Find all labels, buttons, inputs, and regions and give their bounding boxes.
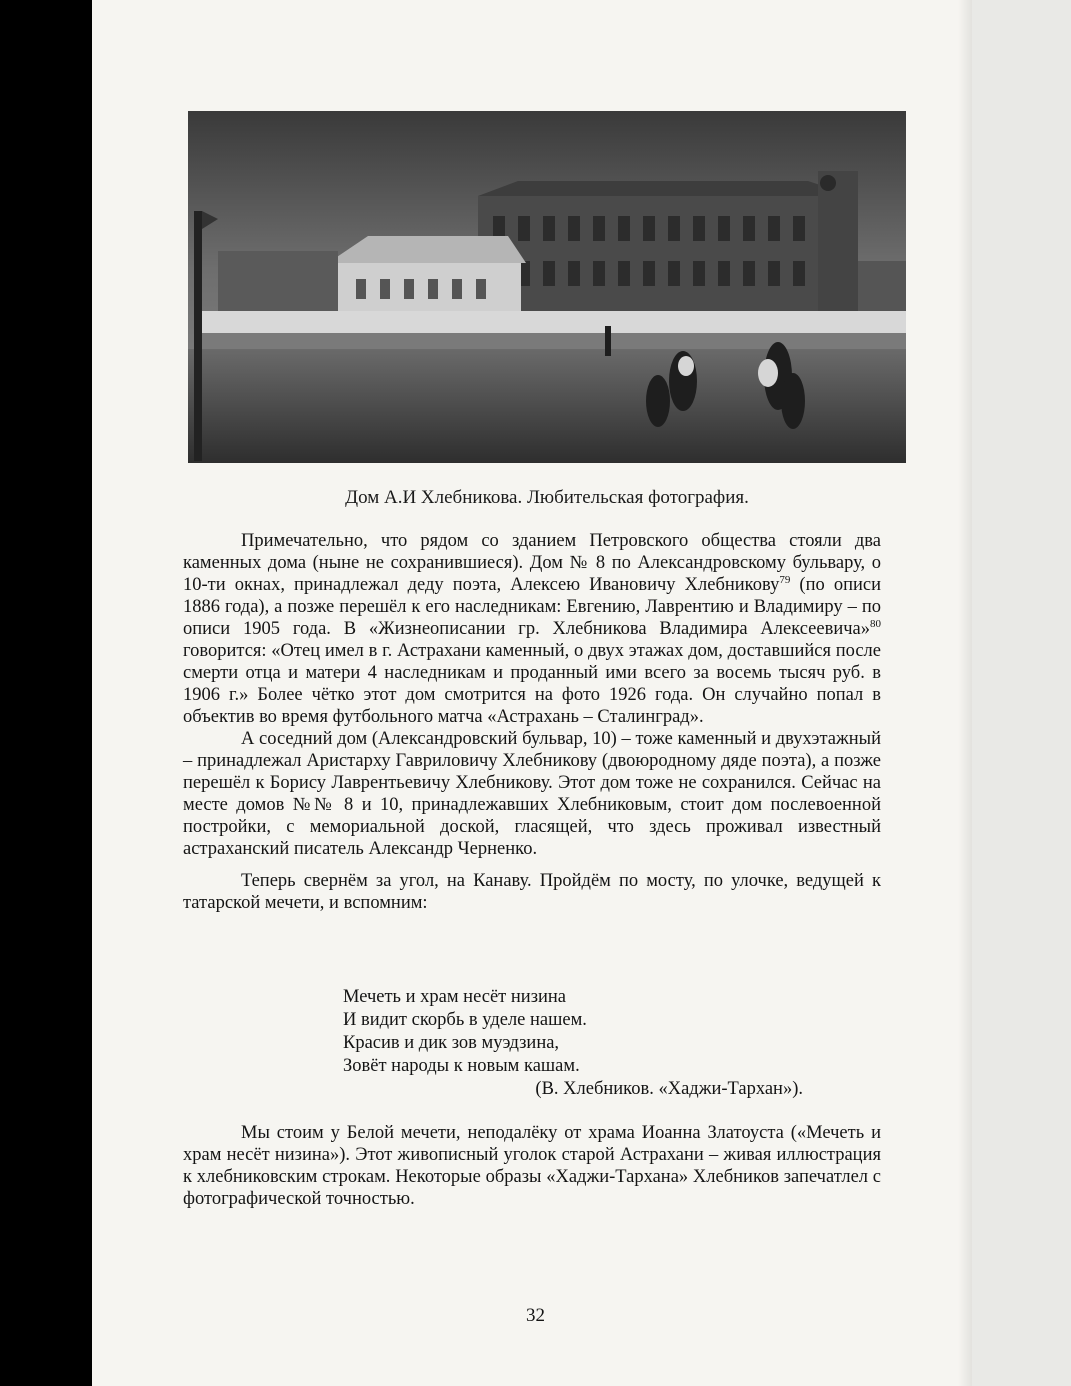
poem-line: Красив и дик зов муэдзина, (343, 1033, 560, 1053)
body-text-after-poem (183, 1122, 881, 1210)
poem-attribution: (В. Хлебников. «Хаджи-Тархан»). (535, 1079, 803, 1099)
paragraph-1-part-c: говорится: «Отец имел в г. Астрахани каменный, о двух этажах дом, доставшийся после смерти отца и матери 4 наследникам и проданный ими всего за восемь тысяч руб. в 1906 г.» Более чётко этот дом смотрится на фото 1926 года. Он случайно попал в объектив во время футбольного матча «Астрахань – Сталинград». (183, 641, 881, 727)
paragraph-1-part-a: Примечательно, что рядом со зданием Петровского общества стояли два каменных дома (ныне не сохранившиеся). Дом № 8 по Александровскому бульвару, о 10-ти окнах, принадлежал деду поэта, Алексею Ивановичу Хлебникову (183, 531, 881, 595)
photo-caption: Дом А.И Хлебникова. Любительская фотография. (345, 487, 749, 508)
book-spine-shadow (0, 0, 92, 1386)
paragraph-3: Теперь свернём за угол, на Канаву. Пройдём по мосту, по улочке, ведущей к татарской мечети, и вспомним: (183, 871, 881, 913)
poem-line: Мечеть и храм несёт низина (343, 987, 567, 1007)
page-number: 32 (526, 1305, 545, 1326)
paragraph-1 (183, 530, 881, 728)
poem-quote (343, 986, 803, 1101)
paragraph-1-part-b: (по описи 1886 года), а позже перешёл к его наследникам: Евгению, Лаврентию и Владимиру – по описи 1905 года. В «Жизнеописании гр. Хлебникова Владимира Алексеевича» (183, 575, 881, 639)
paragraph-4: Мы стоим у Белой мечети, неподалёку от храма Иоанна Златоуста («Мечеть и храм несёт низина»). Этот живописный уголок старой Астрахани – живая иллюстрация к хлебниковским строкам. Некоторые образы «Хаджи-Тархана» Хлебников запечатлел с фотографической точностью. (183, 1123, 881, 1209)
poem-line: Зовёт народы к новым кашам. (343, 1056, 580, 1076)
page-edge-shade (958, 0, 972, 1386)
photograph-icon (188, 111, 906, 463)
page-edge (972, 0, 1071, 1386)
photograph (188, 111, 906, 463)
poem-line: И видит скорбь в уделе нашем. (343, 1010, 587, 1030)
paragraph-2: А соседний дом (Александровский бульвар, 10) – тоже каменный и двухэтажный – принадлежал Аристарху Гавриловичу Хлебникову (двоюродному дяде поэта), а позже перешёл к Борису Лаврентьевичу Хлебникову. Этот дом тоже не сохранился. Сейчас на месте домов №№ 8 и 10, принадлежавших Хлебниковым, стоит дом послевоенной постройки, с мемориальной доской, гласящей, что здесь проживал известный астраханский писатель Александр Черненко. (183, 729, 881, 859)
footnote-ref-79: 79 (779, 573, 791, 586)
body-text (183, 530, 881, 914)
footnote-ref-80: 80 (870, 617, 881, 630)
